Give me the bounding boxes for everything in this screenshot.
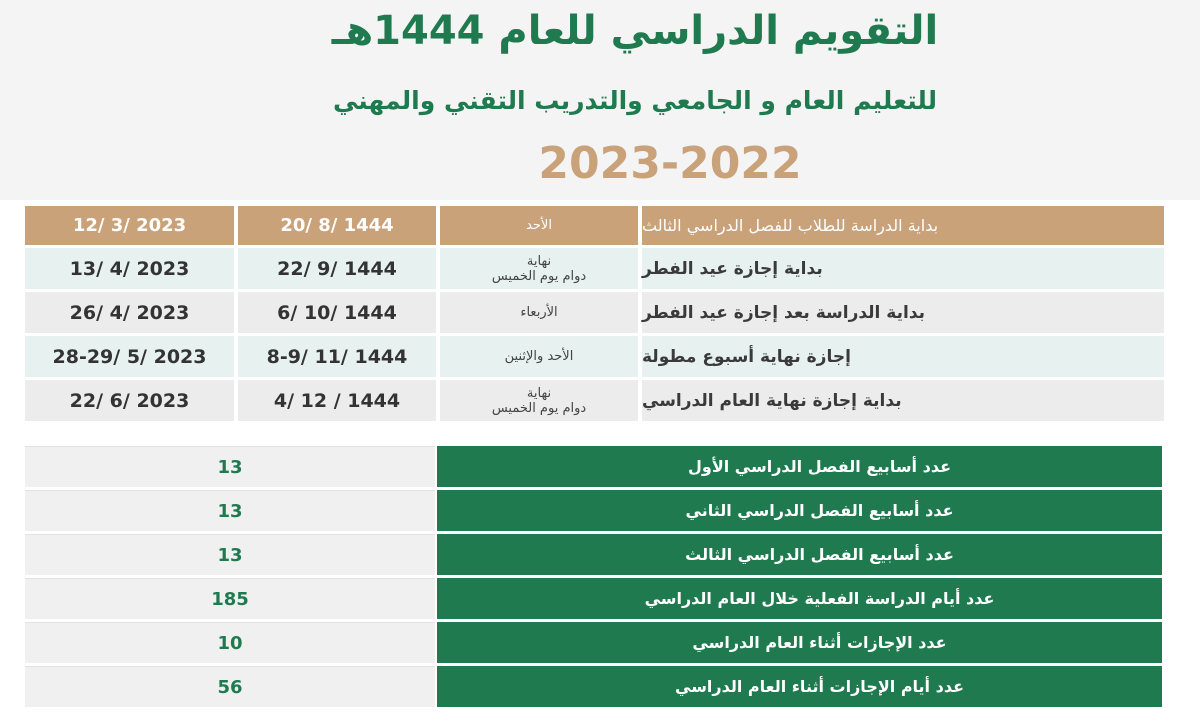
stat-value: 185 bbox=[25, 578, 435, 619]
schedule-row-event: بداية إجازة نهاية العام الدراسي bbox=[642, 380, 1164, 421]
schedule-row-gregorian: 26/ 4/ 2023 bbox=[25, 292, 234, 333]
stat-label: عدد أيام الإجازات أثناء العام الدراسي bbox=[437, 666, 1162, 707]
schedule-row-gregorian: 13/ 4/ 2023 bbox=[25, 248, 234, 289]
stat-label: عدد الإجازات أثناء العام الدراسي bbox=[437, 622, 1162, 663]
schedule-row-day: نهاية دوام يوم الخميس bbox=[440, 248, 638, 289]
schedule-row-hijri: 8-9/ 11/ 1444 bbox=[238, 336, 436, 377]
stat-value: 13 bbox=[25, 534, 435, 575]
schedule-row-day: نهاية دوام يوم الخميس bbox=[440, 380, 638, 421]
schedule-row-event: بداية الدراسة بعد إجازة عيد الفطر bbox=[642, 292, 1164, 333]
schedule-row-hijri: 22/ 9/ 1444 bbox=[238, 248, 436, 289]
page-subtitle: للتعليم العام و الجامعي والتدريب التقني والمهني bbox=[332, 86, 937, 115]
schedule-row-event: إجازة نهاية أسبوع مطولة bbox=[642, 336, 1164, 377]
stat-value: 10 bbox=[25, 622, 435, 663]
schedule-header-event: بداية الدراسة للطلاب للفصل الدراسي الثالث bbox=[642, 206, 1164, 245]
schedule-row-gregorian: 22/ 6/ 2023 bbox=[25, 380, 234, 421]
stat-value: 13 bbox=[25, 490, 435, 531]
schedule-header-hijri: 20/ 8/ 1444 bbox=[238, 206, 436, 245]
stat-label: عدد أسابيع الفصل الدراسي الأول bbox=[437, 446, 1162, 487]
schedule-row-day: الأربعاء bbox=[440, 292, 638, 333]
schedule-header-day: الأحد bbox=[440, 206, 638, 245]
stat-value: 56 bbox=[25, 666, 435, 707]
academic-year: 2023-2022 bbox=[538, 138, 802, 189]
stat-label: عدد أسابيع الفصل الدراسي الثاني bbox=[437, 490, 1162, 531]
stat-label: عدد أيام الدراسة الفعلية خلال العام الدراسي bbox=[437, 578, 1162, 619]
header-banner bbox=[0, 0, 1200, 200]
schedule-row-day: الأحد والإثنين bbox=[440, 336, 638, 377]
page-title: التقويم الدراسي للعام 1444هـ bbox=[331, 8, 939, 54]
schedule-row-hijri: 4/ 12 / 1444 bbox=[238, 380, 436, 421]
schedule-row-gregorian: 28-29/ 5/ 2023 bbox=[25, 336, 234, 377]
stat-value: 13 bbox=[25, 446, 435, 487]
schedule-header-gregorian: 12/ 3/ 2023 bbox=[25, 206, 234, 245]
schedule-row-event: بداية إجازة عيد الفطر bbox=[642, 248, 1164, 289]
stat-label: عدد أسابيع الفصل الدراسي الثالث bbox=[437, 534, 1162, 575]
schedule-row-hijri: 6/ 10/ 1444 bbox=[238, 292, 436, 333]
